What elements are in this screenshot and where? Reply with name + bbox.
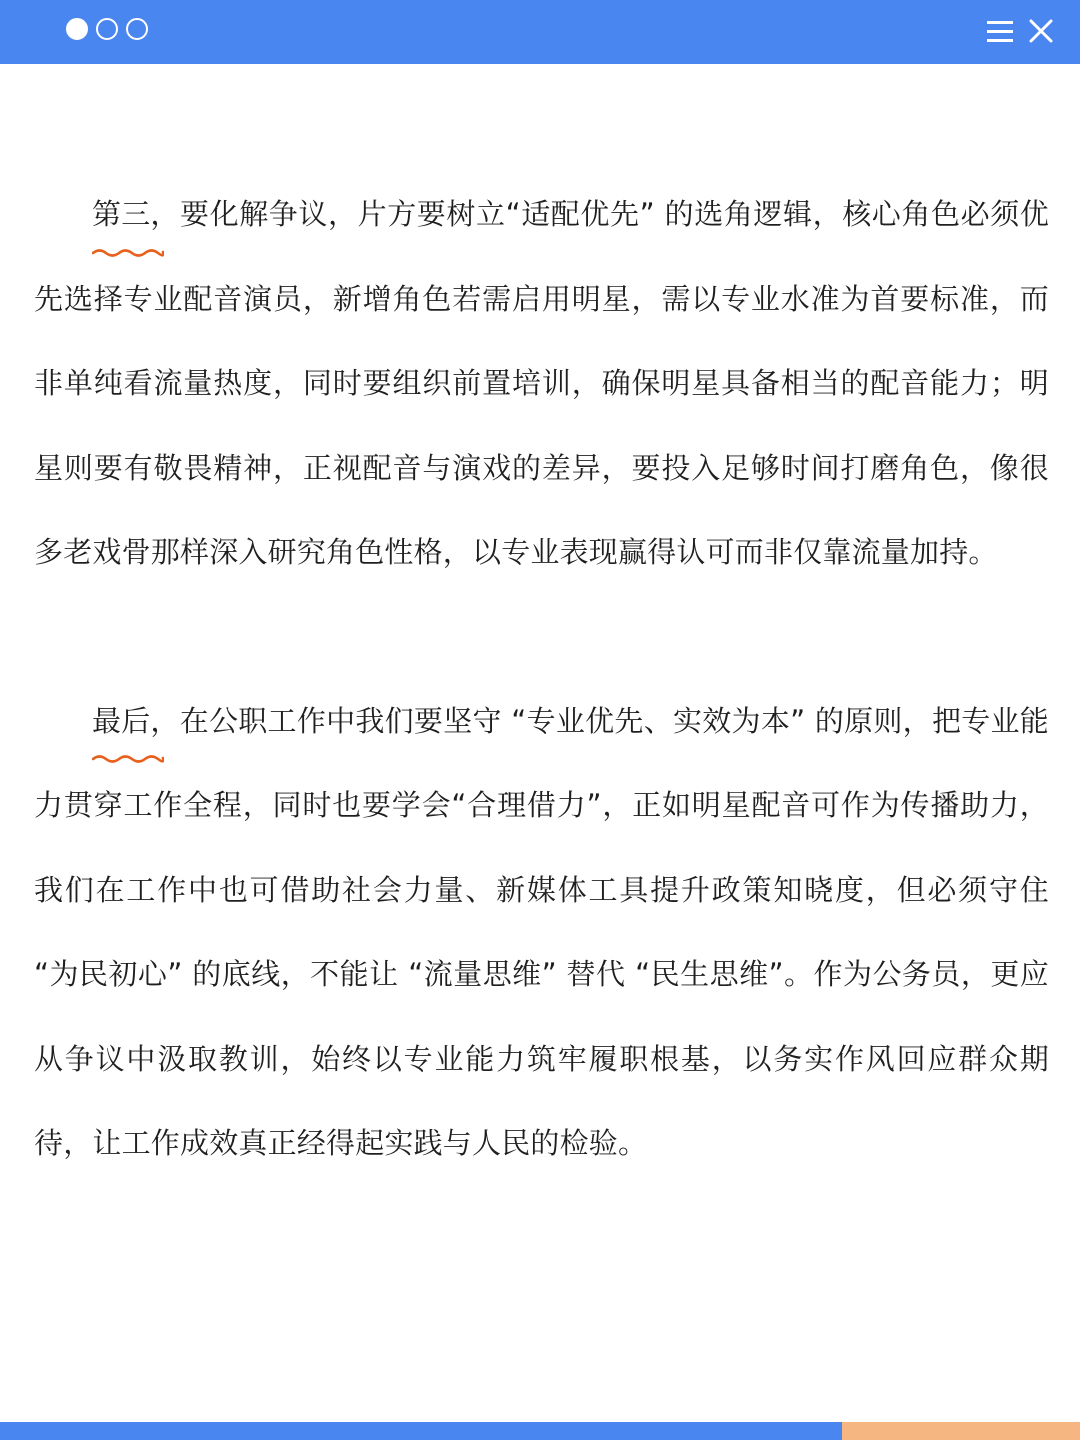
paragraph-third — [34, 172, 1049, 595]
article-body — [34, 172, 1049, 1186]
page-dot[interactable] — [126, 18, 148, 40]
top-bar — [0, 0, 1080, 64]
progress-fill — [0, 1422, 842, 1440]
paragraph-lead-text: 最后， — [92, 703, 180, 738]
top-icons — [986, 18, 1054, 44]
squiggle-underline — [92, 247, 164, 259]
page-dot-active[interactable] — [66, 18, 88, 40]
paragraph-lead-text: 第三， — [92, 197, 180, 231]
paragraph-lead — [92, 172, 180, 257]
close-icon[interactable] — [1028, 18, 1054, 44]
progress-remaining — [842, 1422, 1080, 1440]
paragraph-lead — [92, 679, 180, 764]
paragraph-body: 要化解争议，片方要树立“适配优先” 的选角逻辑，核心角色必须优先选择专业配音演员，新增角色若需启用明星，需以专业水准为首要标准，而非单纯看流量热度，同时要组织前置培训，确保明星具备相当的配音能力；明星则要有敬畏精神，正视配音与演戏的差异，要投入足够时间打磨角色，像很多老戏骨那样深入研究角色性格，以专业表现赢得认可而非仅靠流量加持。 — [34, 197, 1049, 569]
paragraph-final — [34, 679, 1049, 1186]
reading-progress-bar — [0, 1422, 1080, 1440]
page-dot[interactable] — [96, 18, 118, 40]
paragraph-body: 在公职工作中我们要坚守 “专业优先、实效为本” 的原则，把专业能力贯穿工作全程，同时也要学会“合理借力”，正如明星配音可作为传播助力，我们在工作中也可借助社会力量、新媒体工具提升政策知晓度，但必须守住 “为民初心” 的底线，不能让 “流量思维” 替代 “民生思维”。作为公务员，更应从争议中汲取教训，始终以专业能力筑牢履职根基，以务实作风回应群众期待，让工作成效真正经得起实践与人民的检验。 — [34, 703, 1049, 1160]
page-dots — [66, 18, 148, 40]
squiggle-underline — [92, 753, 164, 765]
hamburger-icon[interactable] — [986, 18, 1014, 44]
